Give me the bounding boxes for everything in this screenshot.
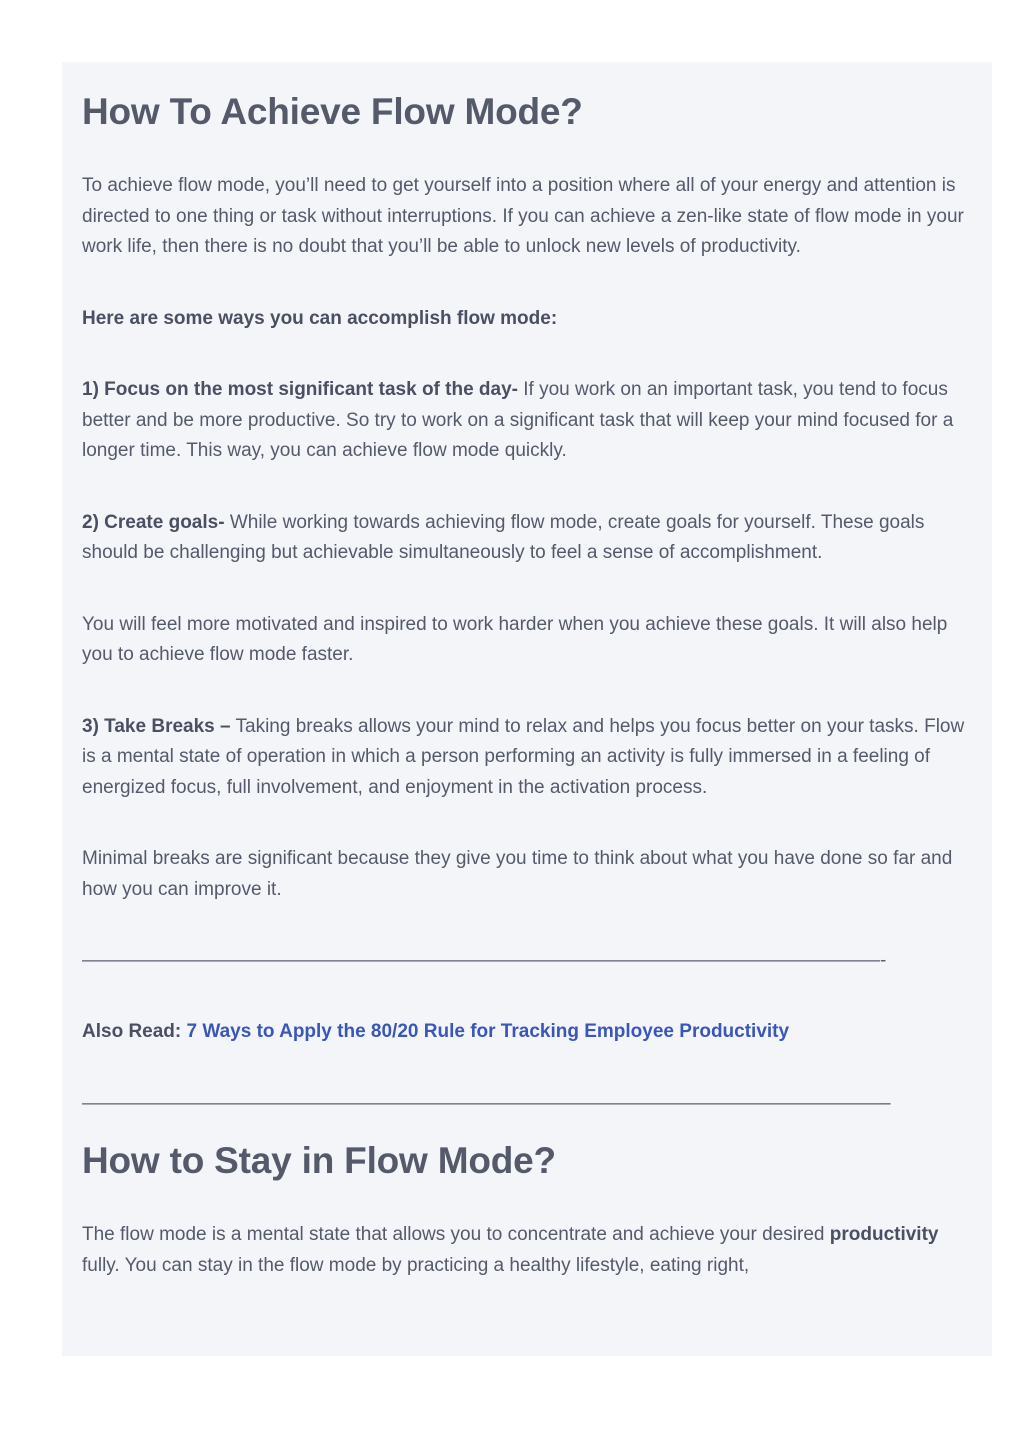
stay-flow-text-start: The flow mode is a mental state that allows you to concentrate and achieve your desired	[82, 1224, 830, 1246]
divider-bottom: ——————————————————————————————————————————–	[82, 1092, 891, 1114]
tip-focus-paragraph	[82, 375, 972, 467]
section-heading-achieve-flow: How To Achieve Flow Mode?	[82, 91, 583, 132]
tip-goals-paragraph	[82, 508, 972, 569]
lead-text: Here are some ways you can accomplish flow mode:	[82, 307, 558, 329]
article-content	[62, 62, 992, 1356]
tip-breaks-paragraph	[82, 712, 972, 804]
section-heading-stay-in-flow: How to Stay in Flow Mode?	[82, 1139, 556, 1181]
tip-goals-text: While working towards achieving flow mode, create goals for yourself. These goals should be challenging but achievable simultaneously to feel a sense of accomplishment.	[82, 511, 925, 564]
intro-paragraph: To achieve flow mode, you’ll need to get yourself into a position where all of your energy and attention is directed to one thing or task without interruptions. If you can achieve a zen-like state of flow mode in your work life, then there is no doubt that you’ll be able to unlock new levels of productivity.	[82, 175, 964, 258]
divider-top: ——————————————————————————————————————————-	[82, 950, 887, 972]
tip-focus-heading: 1) Focus on the most significant task of the day-	[82, 379, 518, 401]
tip-breaks-heading: 3) Take Breaks –	[82, 715, 231, 737]
breaks-followup-paragraph: Minimal breaks are significant because they give you time to think about what you have done so far and how you can improve it.	[82, 848, 953, 900]
also-read-label: Also Read:	[82, 1021, 182, 1043]
tip-breaks-text: Taking breaks allows your mind to relax and helps you focus better on your tasks. Flow is a mental state of operation in which a person performing an activity is fully immersed in a feeling of energized focus, full involvement, and enjoyment in the activation process.	[82, 715, 965, 798]
stay-flow-text-end: fully. You can stay in the flow mode by practicing a healthy lifestyle, eating right,	[82, 1254, 750, 1276]
goals-followup-paragraph: You will feel more motivated and inspired to work harder when you achieve these goals. It will also help you to achieve flow mode faster.	[82, 613, 948, 666]
tip-goals-heading: 2) Create goals-	[82, 511, 225, 533]
also-read-line	[82, 1017, 972, 1048]
lead-paragraph	[82, 304, 972, 335]
stay-flow-keyword: productivity	[829, 1224, 939, 1246]
stay-flow-paragraph	[82, 1220, 972, 1281]
also-read-link[interactable]: 7 Ways to Apply the 80/20 Rule for Tracking Employee Productivity	[186, 1021, 790, 1043]
tip-focus-text: If you work on an important task, you tend to focus better and be more productive. So try to work on a significant task that will keep your mind focused for a longer time. This way, you can achieve flow mode quickly.	[82, 379, 954, 462]
